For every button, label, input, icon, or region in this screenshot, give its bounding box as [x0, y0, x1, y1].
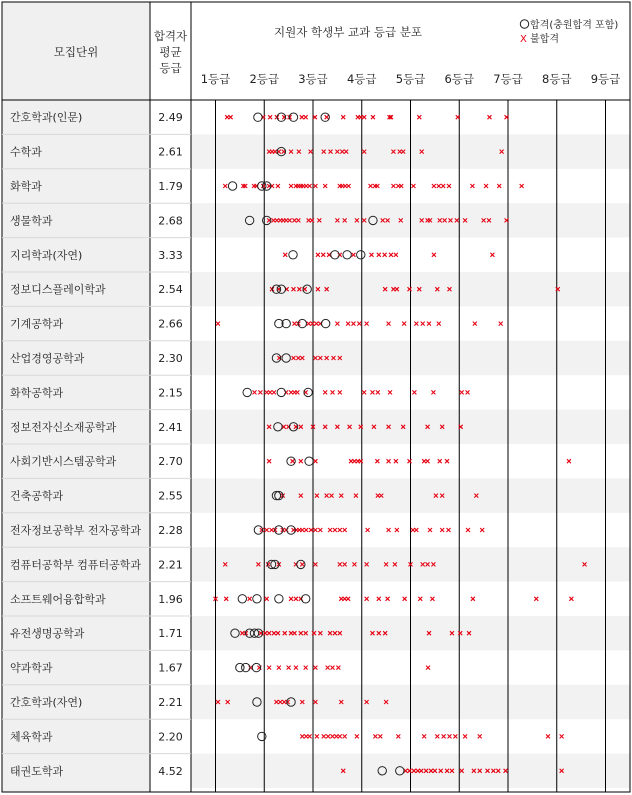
row-avg-grade: 2.54 — [158, 283, 183, 297]
pass-marker — [253, 595, 261, 603]
fail-marker — [300, 734, 304, 738]
fail-marker — [366, 528, 370, 532]
fail-marker — [318, 528, 322, 532]
fail-marker — [386, 597, 390, 601]
fail-marker — [314, 322, 318, 326]
fail-marker — [432, 253, 436, 257]
fail-marker — [294, 666, 298, 670]
fail-marker — [387, 528, 391, 532]
fail-marker — [396, 734, 400, 738]
fail-marker — [216, 322, 220, 326]
fail-marker — [267, 666, 271, 670]
grade-tick-label: 3등급 — [298, 72, 328, 86]
fail-marker — [426, 666, 430, 670]
row-unit-label: 화학과 — [10, 180, 42, 193]
fail-marker — [478, 734, 482, 738]
pass-marker — [242, 663, 250, 671]
fail-marker — [432, 184, 436, 188]
fail-marker — [300, 528, 304, 532]
row-unit-label: 수학과 — [10, 145, 42, 159]
unit-column-header: 모집단위 — [53, 45, 99, 59]
fail-marker — [373, 734, 377, 738]
row-unit-label: 간호학과(인문) — [10, 111, 83, 125]
fail-marker — [484, 184, 488, 188]
pass-marker — [289, 113, 297, 121]
fail-marker — [258, 390, 262, 394]
fail-marker — [325, 115, 329, 119]
row-unit-label: 산업경영공학과 — [10, 352, 85, 365]
fail-marker — [338, 390, 342, 394]
legend-fail-icon: X — [520, 34, 527, 45]
fail-marker — [427, 322, 431, 326]
fail-marker — [338, 734, 342, 738]
row-avg-grade: 2.49 — [158, 111, 183, 125]
fail-marker — [487, 115, 491, 119]
pass-marker — [275, 595, 283, 603]
fail-marker — [283, 253, 287, 257]
fail-marker — [341, 115, 345, 119]
fail-marker — [388, 390, 392, 394]
fail-marker — [567, 459, 571, 463]
fail-marker — [333, 528, 337, 532]
row-avg-grade: 1.79 — [158, 180, 183, 193]
fail-marker — [383, 253, 387, 257]
fail-marker — [323, 184, 327, 188]
fail-marker — [268, 390, 272, 394]
fail-marker — [377, 253, 381, 257]
legend — [520, 18, 618, 45]
legend-pass-icon — [520, 20, 528, 28]
fail-marker — [365, 597, 369, 601]
fail-marker — [315, 734, 319, 738]
pass-marker — [321, 319, 329, 327]
fail-marker — [336, 666, 340, 670]
pass-marker — [305, 457, 313, 465]
fail-marker — [395, 528, 399, 532]
row-unit-label: 사회기반시스템공학과 — [10, 455, 117, 469]
fail-marker — [463, 734, 467, 738]
fail-marker — [304, 528, 308, 532]
fail-marker — [248, 597, 252, 601]
pass-marker — [258, 732, 266, 740]
pass-marker — [228, 182, 236, 190]
fail-marker — [412, 390, 416, 394]
fail-marker — [466, 528, 470, 532]
row-unit-label: 정보전자신소재공학과 — [10, 420, 117, 434]
fail-marker — [294, 597, 298, 601]
fail-marker — [430, 597, 434, 601]
fail-marker — [287, 666, 291, 670]
row-unit-label: 소프트웨어융합학과 — [10, 592, 106, 606]
fail-marker — [326, 666, 330, 670]
chart-title: 지원자 학생부 교과 등급 분포 — [274, 25, 422, 39]
fail-marker — [499, 322, 503, 326]
fail-marker — [378, 734, 382, 738]
fail-marker — [460, 390, 464, 394]
fail-marker — [300, 115, 304, 119]
fail-marker — [347, 184, 351, 188]
grade-tick-label: 7등급 — [493, 72, 523, 86]
pass-marker — [357, 251, 365, 259]
fail-marker — [377, 597, 381, 601]
row-avg-grade: 2.68 — [158, 214, 183, 228]
row-avg-grade: 1.96 — [158, 592, 183, 606]
fail-marker — [389, 253, 393, 257]
pass-marker — [321, 113, 329, 121]
fail-marker — [473, 322, 477, 326]
fail-marker — [497, 184, 501, 188]
pass-marker — [298, 319, 306, 327]
fail-marker — [376, 390, 380, 394]
grade-tick-label: 6등급 — [444, 72, 475, 86]
row-unit-label: 태권도학과 — [10, 764, 64, 778]
grade-tick-label: 1등급 — [200, 72, 231, 86]
fail-marker — [391, 184, 395, 188]
fail-marker — [435, 734, 439, 738]
fail-marker — [437, 184, 441, 188]
fail-marker — [448, 734, 452, 738]
row-avg-grade: 4.52 — [158, 764, 183, 778]
fail-marker — [299, 459, 303, 463]
fail-marker — [414, 322, 418, 326]
fail-marker — [387, 459, 391, 463]
fail-marker — [411, 184, 415, 188]
fail-marker — [438, 459, 442, 463]
pass-marker — [254, 113, 262, 121]
fail-marker — [399, 184, 403, 188]
fail-marker — [338, 528, 342, 532]
fail-marker — [229, 115, 233, 119]
legend-pass-label: 합격(충원합격 포함) — [530, 20, 619, 31]
fail-marker — [534, 597, 538, 601]
row-avg-grade: 2.28 — [158, 524, 183, 537]
fail-marker — [307, 322, 311, 326]
fail-marker — [422, 734, 426, 738]
row-avg-grade: 2.30 — [158, 352, 183, 365]
row-avg-grade: 2.21 — [158, 558, 183, 572]
row-unit-label: 건축공학과 — [10, 489, 64, 503]
row-unit-label: 유전생명공학과 — [10, 627, 85, 641]
fail-marker — [560, 734, 564, 738]
fail-marker — [292, 322, 296, 326]
fail-marker — [362, 115, 366, 119]
pass-marker — [277, 388, 285, 396]
row-unit-label: 기계공학과 — [10, 317, 64, 331]
fail-marker — [313, 528, 317, 532]
fail-marker — [447, 184, 451, 188]
fail-marker — [224, 597, 228, 601]
fail-marker — [328, 528, 332, 532]
avg-column-header-line3: 등급 — [159, 61, 182, 75]
pass-marker — [287, 457, 295, 465]
fail-marker — [322, 734, 326, 738]
fail-marker — [272, 390, 276, 394]
fail-marker — [428, 528, 432, 532]
fail-marker — [437, 322, 441, 326]
pass-marker — [331, 251, 339, 259]
fail-marker — [421, 322, 425, 326]
fail-marker — [331, 390, 335, 394]
row-avg-grade: 2.41 — [158, 420, 183, 434]
fail-marker — [326, 734, 330, 738]
row-unit-label: 화학공학과 — [10, 386, 64, 400]
fail-marker — [417, 115, 421, 119]
fail-marker — [355, 734, 359, 738]
fail-marker — [308, 184, 312, 188]
row-unit-label: 약과학과 — [10, 661, 53, 675]
fail-marker — [268, 115, 272, 119]
fail-marker — [260, 528, 264, 532]
row-unit-label: 지리학과(자연) — [10, 248, 83, 262]
fail-marker — [343, 734, 347, 738]
fail-marker — [277, 666, 281, 670]
fail-marker — [321, 253, 325, 257]
fail-marker — [394, 459, 398, 463]
fail-marker — [291, 459, 295, 463]
fail-marker — [316, 253, 320, 257]
fail-marker — [414, 528, 418, 532]
pass-marker — [258, 182, 266, 190]
fail-marker — [295, 390, 299, 394]
fail-marker — [445, 459, 449, 463]
fail-marker — [371, 115, 375, 119]
fail-marker — [480, 528, 484, 532]
fail-marker — [309, 528, 313, 532]
row-avg-grade: 2.55 — [158, 489, 183, 503]
legend-fail-label: 불합격 — [530, 34, 559, 45]
fail-marker — [331, 734, 335, 738]
fail-marker — [335, 322, 339, 326]
fail-marker — [304, 666, 308, 670]
pass-marker — [238, 595, 246, 603]
fail-marker — [223, 184, 227, 188]
fail-marker — [442, 734, 446, 738]
fail-marker — [357, 322, 361, 326]
pass-marker — [343, 251, 351, 259]
fail-marker — [365, 322, 369, 326]
fail-marker — [313, 459, 317, 463]
fail-marker — [346, 322, 350, 326]
fail-marker — [351, 322, 355, 326]
pass-marker — [301, 595, 309, 603]
fail-marker — [402, 322, 406, 326]
fail-marker — [520, 184, 524, 188]
fail-marker — [276, 184, 280, 188]
pass-marker — [243, 388, 251, 396]
fail-marker — [370, 253, 374, 257]
fail-marker — [308, 734, 312, 738]
fail-marker — [394, 253, 398, 257]
grade-tick-label: 5등급 — [395, 72, 426, 86]
row-unit-label: 컴퓨터공학부 컴퓨터공학과 — [10, 558, 142, 572]
grade-tick-label: 2등급 — [249, 72, 280, 86]
fail-marker — [370, 390, 374, 394]
row-avg-grade: 2.61 — [158, 145, 183, 159]
grade-tick-labels — [201, 72, 621, 86]
row-unit-label: 정보디스플레이학과 — [10, 283, 106, 297]
row-avg-grade: 2.66 — [158, 317, 183, 331]
fail-marker — [351, 253, 355, 257]
fail-marker — [267, 459, 271, 463]
fail-marker — [313, 184, 317, 188]
fail-marker — [426, 459, 430, 463]
fail-marker — [304, 115, 308, 119]
fail-marker — [265, 597, 269, 601]
fail-marker — [313, 666, 317, 670]
fail-marker — [471, 597, 475, 601]
fail-marker — [490, 253, 494, 257]
fail-marker — [265, 528, 269, 532]
fail-marker — [418, 597, 422, 601]
fail-marker — [313, 115, 317, 119]
fail-marker — [375, 184, 379, 188]
fail-marker — [253, 390, 257, 394]
avg-column-header-line1: 합격자 — [153, 29, 188, 43]
fail-marker — [546, 734, 550, 738]
row-avg-grade: 2.15 — [158, 386, 183, 400]
grade-tick-label: 9등급 — [590, 72, 621, 86]
fail-marker — [289, 184, 293, 188]
pass-marker — [289, 251, 297, 259]
fail-marker — [331, 666, 335, 670]
fail-marker — [375, 459, 379, 463]
row-avg-grade: 3.33 — [158, 248, 183, 262]
fail-marker — [569, 597, 573, 601]
fail-marker — [343, 528, 347, 532]
pass-marker — [275, 526, 283, 534]
fail-marker — [362, 390, 366, 394]
row-unit-label: 체육학과 — [10, 730, 53, 744]
row-avg-grade: 1.71 — [158, 627, 183, 641]
fail-marker — [387, 322, 391, 326]
fail-marker — [441, 184, 445, 188]
fail-marker — [447, 528, 451, 532]
row-avg-grade: 1.67 — [158, 661, 183, 675]
row-avg-grade: 2.21 — [158, 696, 183, 709]
fail-marker — [431, 390, 435, 394]
row-avg-grade: 2.20 — [158, 730, 183, 744]
row-unit-label: 전자정보공학부 전자공학과 — [10, 524, 142, 537]
row-unit-label: 간호학과(자연) — [10, 696, 83, 709]
grade-tick-label: 8등급 — [541, 72, 572, 86]
row-unit-label: 생물학과 — [10, 214, 53, 228]
row-avg-grade: 2.70 — [158, 455, 183, 469]
fail-marker — [369, 184, 373, 188]
fail-marker — [440, 528, 444, 532]
fail-marker — [453, 734, 457, 738]
fail-marker — [466, 390, 470, 394]
fail-marker — [289, 597, 293, 601]
grade-tick-label: 4등급 — [346, 72, 377, 86]
fail-marker — [346, 597, 350, 601]
avg-column-header-line2: 평균 — [159, 45, 182, 59]
fail-marker — [323, 390, 327, 394]
fail-marker — [470, 184, 474, 188]
fail-marker — [403, 597, 407, 601]
